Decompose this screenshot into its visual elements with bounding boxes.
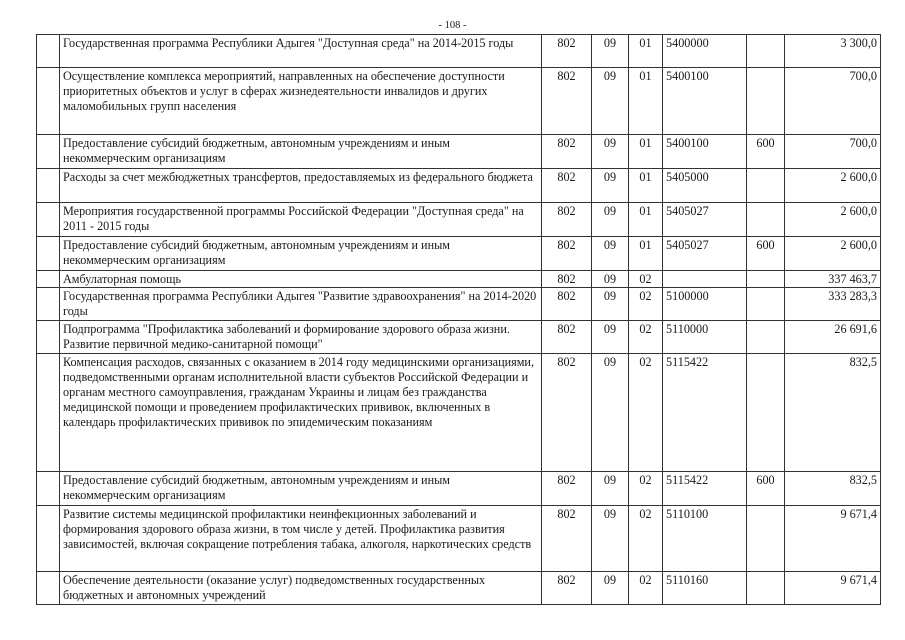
- row-ved: 802: [542, 271, 592, 288]
- table-row: [37, 169, 881, 203]
- row-rz: 09: [592, 203, 629, 237]
- row-sum: 337 463,7: [785, 271, 881, 288]
- row-csr: 5100000: [663, 288, 747, 321]
- row-csr: 5400100: [663, 68, 747, 135]
- row-index-cell: [37, 572, 60, 605]
- row-index-cell: [37, 35, 60, 68]
- row-csr: 5405027: [663, 203, 747, 237]
- row-name: Мероприятия государственной программы Российской Федерации "Доступная среда" на 2011 - 2015 годы: [60, 203, 542, 237]
- row-rz: 09: [592, 135, 629, 169]
- row-index-cell: [37, 354, 60, 472]
- row-rz: 09: [592, 169, 629, 203]
- table-row: [37, 506, 881, 572]
- row-rz: 09: [592, 271, 629, 288]
- row-name: Осуществление комплекса мероприятий, направленных на обеспечение доступности приоритетных объектов и услуг в сферах жизнедеятельности инвалидов и других маломобильных групп населения: [60, 68, 542, 135]
- row-ved: 802: [542, 203, 592, 237]
- row-name: Обеспечение деятельности (оказание услуг) подведомственных государственных бюджетных и автономных учреждений: [60, 572, 542, 605]
- row-sum: 3 300,0: [785, 35, 881, 68]
- row-name: Подпрограмма "Профилактика заболеваний и формирование здорового образа жизни. Развитие первичной медико-санитарной помощи": [60, 321, 542, 354]
- row-vr: [747, 354, 785, 472]
- row-csr: 5110100: [663, 506, 747, 572]
- row-vr: 600: [747, 135, 785, 169]
- row-rz: 09: [592, 354, 629, 472]
- row-name: Государственная программа Республики Адыгея "Развитие здравоохранения" на 2014-2020 годы: [60, 288, 542, 321]
- row-rz: 09: [592, 472, 629, 506]
- row-index-cell: [37, 288, 60, 321]
- row-sum: 832,5: [785, 354, 881, 472]
- row-vr: [747, 506, 785, 572]
- row-rz: 09: [592, 321, 629, 354]
- row-vr: [747, 169, 785, 203]
- row-pr: 01: [629, 237, 663, 271]
- table-row: [37, 572, 881, 605]
- row-index-cell: [37, 169, 60, 203]
- row-rz: 09: [592, 506, 629, 572]
- row-ved: 802: [542, 35, 592, 68]
- row-rz: 09: [592, 288, 629, 321]
- row-ved: 802: [542, 135, 592, 169]
- row-name: Предоставление субсидий бюджетным, автономным учреждениям и иным некоммерческим организациям: [60, 237, 542, 271]
- table-row: [37, 288, 881, 321]
- table-row: [37, 354, 881, 472]
- table-row: [37, 135, 881, 169]
- table-row: [37, 68, 881, 135]
- row-ved: 802: [542, 354, 592, 472]
- row-vr: [747, 572, 785, 605]
- row-vr: [747, 288, 785, 321]
- table-row: [37, 472, 881, 506]
- row-pr: 02: [629, 354, 663, 472]
- row-pr: 01: [629, 203, 663, 237]
- row-name: Компенсация расходов, связанных с оказанием в 2014 году медицинскими организациями, подведомственными органам исполнительной власти субъектов Российской Федерации и органам местного самоуправления, гражданам Украины и лицам без гражданства медицинской помощи и проведением профилактических прививок, включенных в календарь профилактических прививок по эпидемическим показаниям: [60, 354, 542, 472]
- row-vr: 600: [747, 472, 785, 506]
- row-vr: [747, 203, 785, 237]
- table-row: [37, 271, 881, 288]
- row-vr: [747, 271, 785, 288]
- row-pr: 01: [629, 68, 663, 135]
- row-name: Предоставление субсидий бюджетным, автономным учреждениям и иным некоммерческим организациям: [60, 472, 542, 506]
- row-name: Развитие системы медицинской профилактики неинфекционных заболеваний и формирования здорового образа жизни, в том числе у детей. Профилактика развития зависимостей, включая сокращение потребления табака, алкоголя, наркотических средств: [60, 506, 542, 572]
- page-number: - 108 -: [438, 20, 467, 31]
- row-csr: [663, 271, 747, 288]
- row-rz: 09: [592, 572, 629, 605]
- row-csr: 5405000: [663, 169, 747, 203]
- row-ved: 802: [542, 506, 592, 572]
- row-csr: 5110160: [663, 572, 747, 605]
- row-vr: [747, 35, 785, 68]
- row-pr: 02: [629, 321, 663, 354]
- row-vr: [747, 321, 785, 354]
- row-rz: 09: [592, 68, 629, 135]
- row-vr: [747, 68, 785, 135]
- row-index-cell: [37, 506, 60, 572]
- row-ved: 802: [542, 321, 592, 354]
- row-pr: 02: [629, 288, 663, 321]
- row-sum: 9 671,4: [785, 506, 881, 572]
- row-index-cell: [37, 68, 60, 135]
- row-csr: 5115422: [663, 472, 747, 506]
- row-vr: 600: [747, 237, 785, 271]
- row-ved: 802: [542, 572, 592, 605]
- row-pr: 02: [629, 472, 663, 506]
- row-pr: 01: [629, 169, 663, 203]
- row-name: Предоставление субсидий бюджетным, автономным учреждениям и иным некоммерческим организациям: [60, 135, 542, 169]
- row-name: Расходы за счет межбюджетных трансфертов, предоставляемых из федерального бюджета: [60, 169, 542, 203]
- row-index-cell: [37, 472, 60, 506]
- row-sum: 26 691,6: [785, 321, 881, 354]
- row-csr: 5115422: [663, 354, 747, 472]
- row-index-cell: [37, 203, 60, 237]
- row-pr: 02: [629, 506, 663, 572]
- row-index-cell: [37, 237, 60, 271]
- row-ved: 802: [542, 68, 592, 135]
- row-ved: 802: [542, 472, 592, 506]
- row-pr: 02: [629, 572, 663, 605]
- row-index-cell: [37, 271, 60, 288]
- row-sum: 2 600,0: [785, 203, 881, 237]
- row-sum: 832,5: [785, 472, 881, 506]
- row-pr: 01: [629, 35, 663, 68]
- row-csr: 5110000: [663, 321, 747, 354]
- row-pr: 02: [629, 271, 663, 288]
- table-row: [37, 321, 881, 354]
- table-row: [37, 35, 881, 68]
- row-csr: 5405027: [663, 237, 747, 271]
- row-ved: 802: [542, 237, 592, 271]
- row-index-cell: [37, 321, 60, 354]
- row-sum: 2 600,0: [785, 237, 881, 271]
- row-sum: 333 283,3: [785, 288, 881, 321]
- row-sum: 2 600,0: [785, 169, 881, 203]
- budget-table: [36, 34, 881, 605]
- row-index-cell: [37, 135, 60, 169]
- row-pr: 01: [629, 135, 663, 169]
- row-rz: 09: [592, 35, 629, 68]
- row-sum: 700,0: [785, 68, 881, 135]
- row-csr: 5400100: [663, 135, 747, 169]
- row-ved: 802: [542, 169, 592, 203]
- table-row: [37, 237, 881, 271]
- table-row: [37, 203, 881, 237]
- row-ved: 802: [542, 288, 592, 321]
- row-name: Государственная программа Республики Адыгея "Доступная среда" на 2014-2015 годы: [60, 35, 542, 68]
- row-rz: 09: [592, 237, 629, 271]
- row-name: Амбулаторная помощь: [60, 271, 542, 288]
- row-sum: 9 671,4: [785, 572, 881, 605]
- row-csr: 5400000: [663, 35, 747, 68]
- row-sum: 700,0: [785, 135, 881, 169]
